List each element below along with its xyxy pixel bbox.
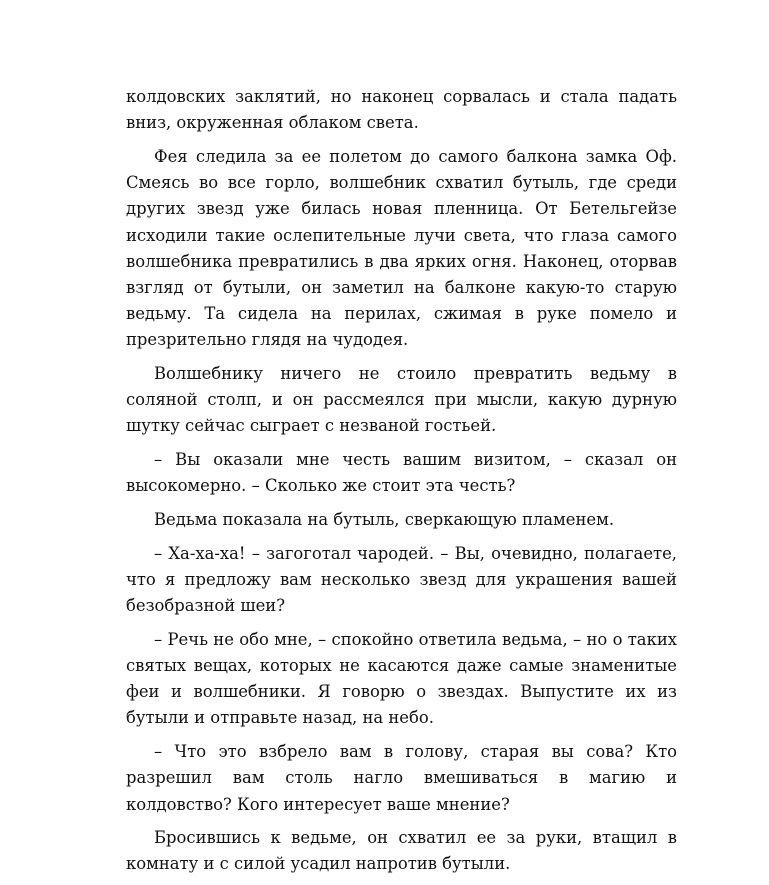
paragraph-2: Фея следила за ее полетом до самого балкона замка Оф. Смеясь во все горло, волшебник схватил бутыль, где среди других звезд уже билась новая пленница. От Бетельгейзе исходили такие ослепительные лучи света, что глаза самого волшебника превратились в два ярких огня. Наконец, оторвав взгляд от бутыли, он заметил на балконе какую-то старую ведьму. Та сидела на перилах, сжимая в руке помело и презрительно глядя на чудодея. [126,146,677,350]
paragraph-3: Волшебнику ничего не стоило превратить ведьму в соляной столп, и он рассмеялся при мысли, какую дурную шутку сейчас сыграет с незваной гостьей. [126,364,677,436]
paragraph-4: – Вы оказали мне честь вашим визитом, – сказал он высокомерно. – Сколько же стоит эта честь? [126,450,677,496]
paragraph-5: Ведьма показала на бутыль, сверкающую пламенем. [154,510,615,530]
paragraph-8: – Что это взбрело вам в голову, старая вы сова? Кто разрешил вам столь нагло вмешиваться в магию и колдовство? Кого интересует ваше мнение? [126,742,677,814]
paragraph-6: – Ха-ха-ха! – загоготал чародей. – Вы, очевидно, полагаете, что я предложу вам несколько звезд для украшения вашей безобразной шеи? [126,543,677,616]
paragraph-9: Бросившись к ведьме, он схватил ее за руки, втащил в комнату и с силой усадил напротив бутыли. [126,828,677,874]
paragraph-7: – Речь не обо мне, – спокойно ответила ведьма, – но о таких святых вещах, которых не касаются даже самые знаменитые феи и волшебники. Я говорю о звездах. Выпустите их из бутыли и отправьте назад, на небо. [126,629,677,728]
paragraph-1: колдовских заклятий, но наконец сорвалась и стала падать вниз, окруженная облаком света. [126,87,677,133]
page-text [126,84,677,885]
